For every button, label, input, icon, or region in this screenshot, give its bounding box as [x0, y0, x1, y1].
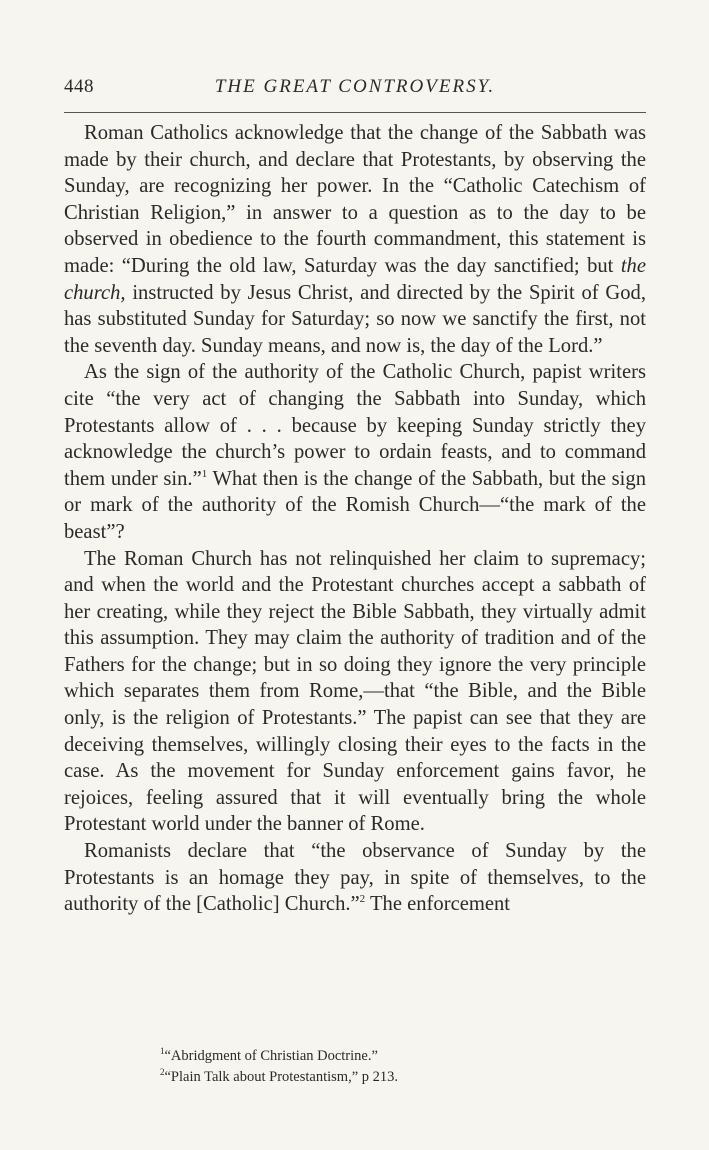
page-number: 448 [64, 76, 94, 97]
footnotes [64, 1046, 646, 1088]
footnote-text: “Abridgment of Christian Doctrine.” [164, 1048, 378, 1064]
footnote-text: “Plain Talk about Protestantism,” p 213. [164, 1069, 399, 1085]
footnote [64, 1046, 646, 1067]
text-run: As the sign of the authority of the Catholic Church, papist writers cite “the very act of changing the Sabbath into Sunday, which Protestants allow of . . . because by keeping Sunday strictly they acknowledge the church’s power to ordain feasts, and to command them under sin.” [64, 361, 646, 490]
text-run: The enforcement [365, 893, 511, 916]
italic-text: the church, [64, 254, 646, 304]
text-run: The Roman Church has not relinquished her claim to supremacy; and when the world and the Protestant churches accept a sabbath of her creating, while they reject the Bible Sabbath, they virtually admit this assumption. They may claim the authority of tradition and of the Fathers for the change; but in so doing they ignore the very principle which separates them from Rome,—that “the Bible, and the Bible only, is the religion of Protestants.” The papist can see that they are deceiving themselves, willingly closing their eyes to the facts in the case. As the movement for Sunday enforcement gains favor, he rejoices, feeling assured that it will eventually bring the whole Protestant world under the banner of Rome. [64, 547, 646, 836]
footnote-reference: 2 [359, 893, 366, 906]
footnote-mark: 2 [160, 1067, 165, 1077]
footnote-mark: 1 [160, 1046, 165, 1056]
page-header [64, 76, 646, 100]
header-rule [64, 112, 646, 113]
footnote-reference: 1 [201, 467, 208, 480]
paragraph [64, 359, 646, 545]
text-run: Romanists declare that “the observance of Sunday by the Protestants is an homage they pay, in spite of themselves, to the authority of the [Catholic] Church.” [64, 840, 646, 916]
text-run: What then is the change of the Sabbath, but the sign or mark of the authority of the Romish Church—“the mark of the beast”? [64, 467, 646, 543]
text-run: instructed by Jesus Christ, and directed by the Spirit of God, has substituted Sunday for Saturday; so now we sanctify the first, not the seventh day. Sunday means, and now is, the day of the Lord.” [64, 281, 646, 357]
text-run: Roman Catholics acknowledge that the change of the Sabbath was made by their church, and declare that Protestants, by observing the Sunday, are recognizing her power. In the “Catholic Catechism of Christian Religion,” in answer to a question as to the day to be observed in obedience to the fourth commandment, this statement is made: “During the old law, Saturday was the day sanctified; but [64, 122, 646, 277]
paragraph [64, 838, 646, 918]
body-text [64, 120, 646, 918]
paragraph [64, 120, 646, 359]
paragraph [64, 546, 646, 839]
running-title: THE GREAT CONTROVERSY. [214, 76, 496, 97]
footnote [64, 1067, 646, 1088]
